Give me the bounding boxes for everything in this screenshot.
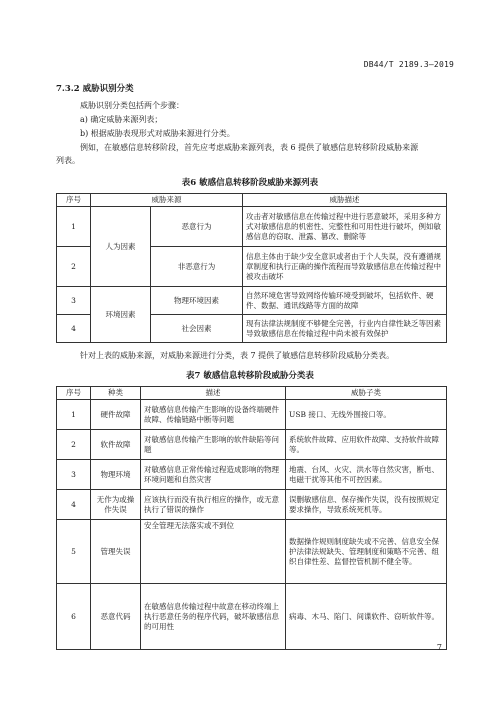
row-subclass: USB 接口、无线外围接口等。 <box>286 400 447 430</box>
table6-caption: 表6 敏感信息转移阶段威胁来源列表 <box>181 178 319 188</box>
example-line-1: 例如，在敏感信息转移阶段，首先应考虑威胁来源列表，表 6 提供了敏感信息转移阶段威胁来源 <box>80 143 419 152</box>
row-kind: 硬件故障 <box>91 400 141 430</box>
source-desc: 现有法律法规制度不够健全完善，行业内自律性缺乏等因素导致敏感信息在传输过程中尚未被有效保护 <box>243 315 447 343</box>
row-subclass: 误删敏感信息、保存操作失误，没有按照规定要求操作，导致系统死机等。 <box>286 490 447 520</box>
col-header-source: 威胁来源 <box>91 194 243 207</box>
row-no: 3 <box>57 287 91 315</box>
table-row <box>57 490 447 520</box>
table-row <box>57 207 447 247</box>
row-kind: 软件故障 <box>91 430 141 460</box>
row-kind: 管理失误 <box>91 520 141 584</box>
col-header-kind: 种类 <box>91 387 141 400</box>
row-kind: 恶意代码 <box>91 584 141 650</box>
source-group: 环境因素 <box>91 287 151 343</box>
row-desc: 对敏感信息正常传输过程造成影响的物理环境问题和自然灾害 <box>141 460 286 490</box>
col-header-no: 序号 <box>57 194 91 207</box>
source-sub: 恶意行为 <box>151 207 243 247</box>
row-subclass: 病毒、木马、陷门、间谍软件、窃听软件等。 <box>286 584 447 650</box>
col-header-desc: 描述 <box>141 387 286 400</box>
row-no: 1 <box>57 400 91 430</box>
col-header-subclass: 威胁子类 <box>286 387 447 400</box>
row-desc: 对敏感信息传输产生影响的软件缺陷等问题 <box>141 430 286 460</box>
row-no: 2 <box>57 247 91 287</box>
col-header-desc: 威胁描述 <box>243 194 447 207</box>
intro-line: 威胁识别分类包括两个步骤： <box>80 101 184 110</box>
row-subclass: 数据操作规则制度缺失或不完善、信息安全保护法律法规缺失、管理制度和策略不完善、组织自律性差、监督控管机制不健全等。 <box>286 520 447 584</box>
row-kind: 无作为或操作失误 <box>91 490 141 520</box>
table-row <box>57 460 447 490</box>
document-code: DB44/T 2189.3—2019 <box>363 60 454 69</box>
table-row <box>57 584 447 650</box>
row-no: 4 <box>57 490 91 520</box>
table-header-row <box>57 194 447 207</box>
row-no: 1 <box>57 207 91 247</box>
threat-category-table <box>56 386 447 650</box>
mid-paragraph: 针对上表的威胁来源，对威胁来源进行分类，表 7 提供了敏感信息转移阶段威胁分类表。 <box>80 351 395 360</box>
table-row <box>57 287 447 315</box>
row-no: 5 <box>57 520 91 584</box>
section-title: 7.3.2 威胁识别分类 <box>56 84 134 94</box>
table-row <box>57 430 447 460</box>
row-no: 4 <box>57 315 91 343</box>
source-sub: 物理环境因素 <box>151 287 243 315</box>
source-group: 人为因素 <box>91 207 151 287</box>
row-kind: 物理环境 <box>91 460 141 490</box>
row-subclass: 地震、台风、火灾、洪水等自然灾害，断电、电磁干扰等其他不可控因素。 <box>286 460 447 490</box>
page-number: 7 <box>436 643 442 652</box>
source-desc: 攻击者对敏感信息在传输过程中进行恶意破坏，采用多种方式对敏感信息的机密性、完整性和可用性进行破坏，例如敏感信息的窃取、泄露、篡改、删除等 <box>243 207 447 247</box>
row-desc: 应该执行而没有执行相应的操作，或无意执行了错误的操作 <box>141 490 286 520</box>
table7-caption: 表7 敏感信息转移阶段威胁分类表 <box>186 371 314 381</box>
row-no: 3 <box>57 460 91 490</box>
row-no: 2 <box>57 430 91 460</box>
table-header-row <box>57 387 447 400</box>
col-header-no: 序号 <box>57 387 91 400</box>
source-desc: 自然环境危害导致网络传输环境受到破坏，包括软件、硬件、数据、通讯线路等方面的故障 <box>243 287 447 315</box>
source-sub: 非恶意行为 <box>151 247 243 287</box>
row-subclass: 系统软件故障、应用软件故障、支持软件故障等。 <box>286 430 447 460</box>
source-sub: 社会因素 <box>151 315 243 343</box>
table-row <box>57 520 447 584</box>
table-row <box>57 400 447 430</box>
source-desc: 信息主体由于缺少安全意识或者由于个人失误，没有遵循规章制度和执行正确的操作流程而导致敏感信息在传输过程中被攻击破坏 <box>243 247 447 287</box>
row-no: 6 <box>57 584 91 650</box>
threat-source-table <box>56 193 447 343</box>
step-b: b) 根据威胁表现形式对威胁来源进行分类。 <box>80 129 235 138</box>
step-a: a) 确定威胁来源列表； <box>80 115 163 124</box>
row-desc: 安全管理无法落实或不到位 <box>141 520 286 584</box>
row-desc: 在敏感信息传输过程中故意在移动终端上执行恶意任务的程序代码，破坏敏感信息的可用性 <box>141 584 286 650</box>
example-line-2: 列表。 <box>56 156 80 165</box>
row-desc: 对敏感信息传输产生影响的设备终端硬件故障、传输链路中断等问题 <box>141 400 286 430</box>
